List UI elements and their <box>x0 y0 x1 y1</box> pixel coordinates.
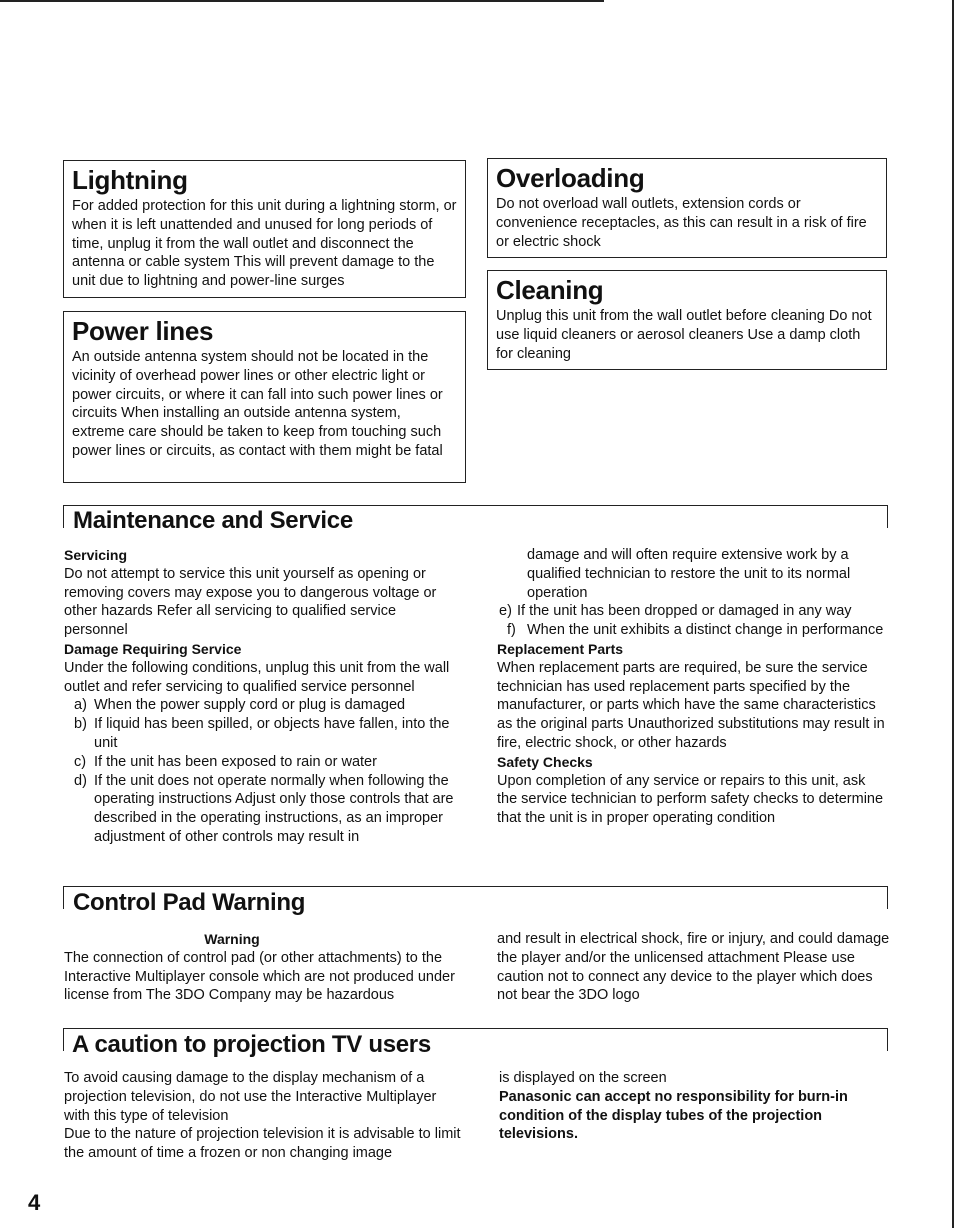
maintenance-right-column <box>497 546 888 828</box>
cleaning-body: Unplug this unit from the wall outlet before cleaning Do not use liquid cleaners or aerosol cleaners Use a damp cloth for cleaning <box>496 308 872 362</box>
maintenance-title: Maintenance and Service <box>73 507 353 534</box>
power-lines-box <box>63 311 466 483</box>
projection-right-column <box>499 1069 890 1144</box>
lightning-title: Lightning <box>72 165 188 195</box>
damage-heading: Damage Requiring Service <box>64 640 242 657</box>
control-pad-right-column <box>497 930 890 1005</box>
list-item: b) If liquid has been spilled, or objects have fallen, into the unit <box>74 716 450 751</box>
power-lines-title: Power lines <box>72 316 214 346</box>
replacement-body: When replacement parts are required, be sure the service technician has used replacement parts specified by the manufacturer, or parts which have the same characteristics as the original parts Unauthorized substitutions may result in fire, electric shock, or other hazards <box>497 659 885 751</box>
lightning-body: For added protection for this unit during a lightning storm, or when it is left unattended and unused for long periods of time, unplug it from the wall outlet and disconnect the antenna or cable system This will prevent damage to the unit due to lightning and power-line surges <box>72 198 457 290</box>
overloading-box <box>487 158 887 258</box>
list-item: e) If the unit has been dropped or damaged in any way <box>499 603 852 620</box>
list-item: c) If the unit has been exposed to rain or water <box>74 753 377 770</box>
projection-left-p1: To avoid causing damage to the display mechanism of a projection television, do not use the Interactive Multiplayer with this type of television <box>64 1070 437 1124</box>
control-pad-left-column <box>64 930 460 1005</box>
power-lines-body: An outside antenna system should not be located in the vicinity of overhead power lines or other electric light or power circuits, or where it can fall into such power lines or circuits When installing an outside antenna system, extreme care should be taken to keep from touching such power lines or circuits, as contact with them might be fatal <box>72 349 443 459</box>
safety-body: Upon completion of any service or repairs to this unit, ask the service technician to perform safety checks to determine that the unit is in proper operating condition <box>497 772 884 827</box>
list-item: a) When the power supply cord or plug is damaged <box>74 697 406 714</box>
maintenance-left-column <box>64 546 458 847</box>
cleaning-title: Cleaning <box>496 275 604 305</box>
projection-left-p2: Due to the nature of projection television it is advisable to limit the amount of time a frozen or non changing image <box>64 1126 461 1162</box>
servicing-heading: Servicing <box>64 547 128 563</box>
control-pad-title: Control Pad Warning <box>73 889 306 916</box>
page-number: 4 <box>28 1190 41 1215</box>
servicing-body: Do not attempt to service this unit yourself as opening or removing covers may expose you to dangerous voltage or other hazards Refer all servicing to qualified service personnel <box>64 565 437 639</box>
lightning-box <box>63 160 466 298</box>
projection-disclaimer: Panasonic can accept no responsibility for burn-in condition of the display tubes of the projection televisions. <box>499 1088 848 1143</box>
projection-right-p1: is displayed on the screen <box>499 1070 667 1086</box>
damage-intro: Under the following conditions, unplug this unit from the wall outlet and refer servicing to qualified service personnel <box>64 659 450 695</box>
overloading-title: Overloading <box>496 163 645 193</box>
list-item: f) When the unit exhibits a distinct change in performance <box>507 622 884 639</box>
overloading-body: Do not overload wall outlets, extension cords or convenience receptacles, as this can result in a risk of fire or electric shock <box>496 196 867 250</box>
list-item: d) If the unit does not operate normally when following the operating instructions Adjust only those controls that are described in the operating instructions, as an improper adjustment of other controls may result in <box>74 772 454 845</box>
replacement-heading: Replacement Parts <box>497 640 624 657</box>
item-d-continued: damage and will often require extensive work by a qualified technician to restore the unit to its normal operation <box>527 547 851 601</box>
projection-title: A caution to projection TV users <box>72 1031 431 1058</box>
cleaning-box <box>487 270 887 370</box>
control-pad-right-body: and result in electrical shock, fire or injury, and could damage the player and/or the unlicensed attachment Please use caution not to connect any device to the player which does not bear the 3DO logo <box>497 931 890 1004</box>
projection-left-column <box>64 1069 461 1163</box>
control-pad-left-body: The connection of control pad (or other attachments) to the Interactive Multiplayer console which are not produced under license from The 3DO Company may be hazardous <box>64 949 455 1004</box>
warning-heading: Warning <box>204 931 260 947</box>
top-rule <box>0 0 604 2</box>
safety-heading: Safety Checks <box>497 753 593 770</box>
